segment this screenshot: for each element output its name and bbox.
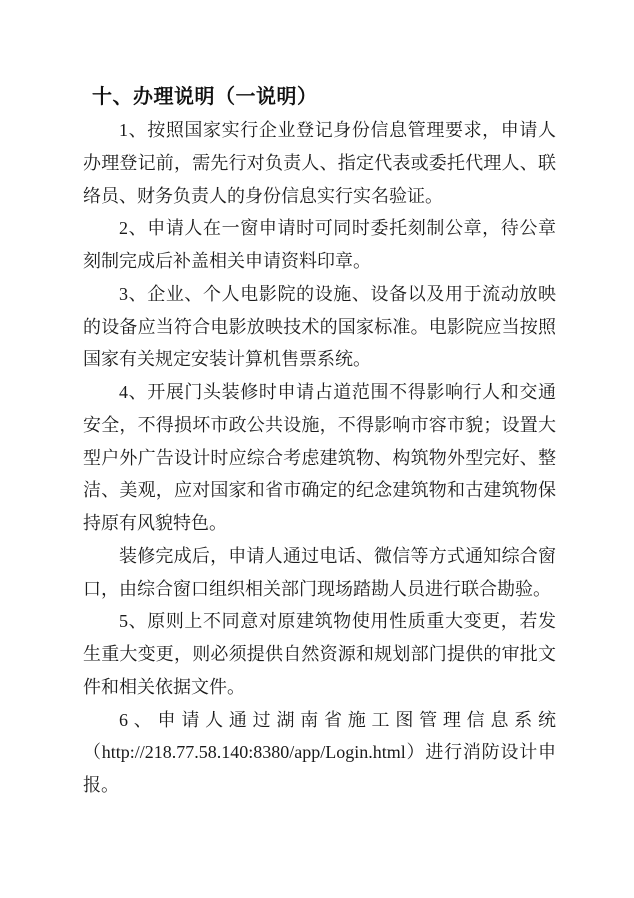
url-text: （http://218.77.58.140:8380/app/Login.html）: [83, 742, 426, 763]
paragraph: 1、按照国家实行企业登记身份信息管理要求，申请人办理登记前，需先行对负责人、指定代表或委托代理人、联络员、财务负责人的身份信息实行实名验证。: [83, 120, 556, 206]
paragraph: 2、申请人在一窗申请时可同时委托刻制公章，待公章刻制完成后补盖相关申请资料印章。: [83, 218, 556, 271]
paragraph: [83, 704, 556, 802]
paragraph: 3、企业、个人电影院的设施、设备以及用于流动放映的设备应当符合电影放映技术的国家标准。电影院应当按照国家有关规定安装计算机售票系统。: [83, 283, 556, 370]
section-heading: 十、办理说明（一说明）: [92, 86, 318, 108]
paragraph: 装修完成后，申请人通过电话、微信等方式通知综合窗口，由综合窗口组织相关部门现场踏勘人员进行联合勘验。: [83, 545, 556, 599]
paragraph-text: 进行消防设计申报。: [83, 742, 557, 795]
document-body: [83, 114, 556, 802]
paragraph: 5、原则上不同意对原建筑物使用性质重大变更，若发生重大变更，则必须提供自然资源和规划部门提供的审批文件和相关依据文件。: [83, 611, 556, 697]
paragraph-text: 6、申请人通过湖南省施工图管理信息系统: [119, 709, 556, 730]
paragraph: 4、开展门头装修时申请占道范围不得影响行人和交通安全，不得损坏市政公共设施，不得影响市容市貌；设置大型户外广告设计时应综合考虑建筑物、构筑物外型完好、整洁、美观，应对国家和省市确定的纪念建筑物和古建筑物保持原有风貌特色。: [83, 382, 556, 533]
